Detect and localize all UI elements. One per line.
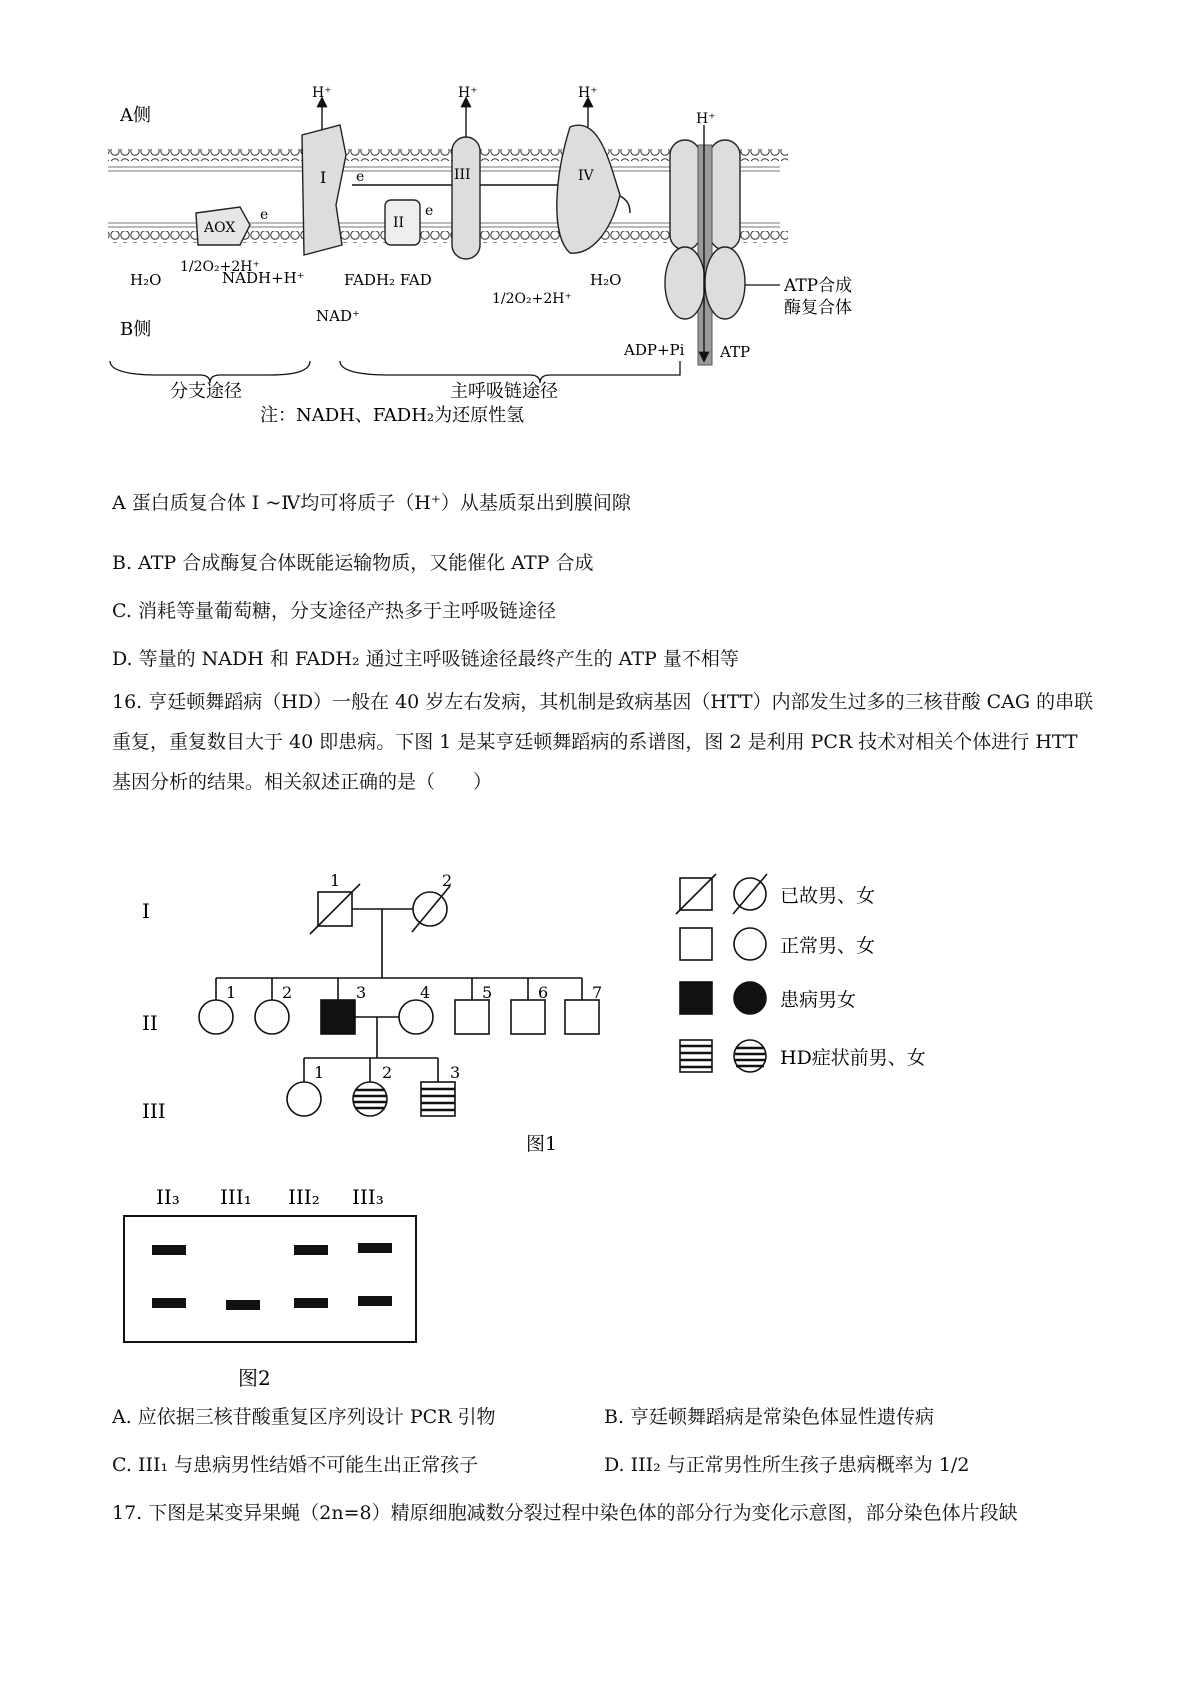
svg-text:II: II <box>142 1011 158 1035</box>
gel-band <box>358 1243 392 1253</box>
svg-text:3: 3 <box>356 983 367 1002</box>
gel-band <box>358 1296 392 1306</box>
svg-text:NAD⁺: NAD⁺ <box>316 307 360 325</box>
complex-iii <box>452 137 480 259</box>
svg-text:III₁: III₁ <box>220 1185 252 1209</box>
svg-text:1/2O₂+2H⁺: 1/2O₂+2H⁺ <box>180 259 260 275</box>
svg-text:III₂: III₂ <box>288 1185 320 1209</box>
q16-option-a: A. 应依据三核苷酸重复区序列设计 PCR 引物 <box>112 1406 496 1428</box>
svg-text:HD症状前男、女: HD症状前男、女 <box>780 1047 926 1069</box>
svg-text:4: 4 <box>420 983 431 1002</box>
pedigree-iii1 <box>287 1082 321 1116</box>
q17-stem: 17. 下图是某变异果蝇（2n=8）精原细胞减数分裂过程中染色体的部分行为变化示意图，部分染色体片段缺 <box>112 1502 1018 1524</box>
svg-text:III: III <box>454 167 471 183</box>
gel-band <box>152 1298 186 1308</box>
svg-text:ATP合成: ATP合成 <box>784 276 853 296</box>
gel-band <box>226 1300 260 1310</box>
pedigree-i1 <box>310 871 360 934</box>
svg-text:e: e <box>356 169 365 185</box>
svg-text:NADH+H⁺: NADH+H⁺ <box>222 269 305 287</box>
svg-text:e: e <box>425 203 434 219</box>
q16-option-b: B. 亨廷顿舞蹈病是常染色体显性遗传病 <box>604 1406 935 1428</box>
svg-text:1/2O₂+2H⁺: 1/2O₂+2H⁺ <box>492 291 572 307</box>
svg-text:7: 7 <box>592 983 603 1002</box>
svg-text:1: 1 <box>330 871 341 890</box>
svg-text:FADH₂ FAD: FADH₂ FAD <box>344 271 432 289</box>
pedigree-i2 <box>412 871 452 932</box>
pedigree-ii7 <box>565 1000 599 1034</box>
pedigree-figure <box>120 860 980 1160</box>
pedigree-ii1 <box>199 1000 233 1034</box>
svg-text:2: 2 <box>442 871 453 890</box>
respiratory-chain-figure <box>100 85 1000 430</box>
svg-text:6: 6 <box>538 983 549 1002</box>
svg-text:H⁺: H⁺ <box>312 85 332 101</box>
svg-text:e: e <box>260 207 269 223</box>
svg-text:H⁺: H⁺ <box>578 85 598 101</box>
gel-figure <box>110 1180 430 1390</box>
svg-text:ADP+Pi: ADP+Pi <box>624 341 685 359</box>
svg-text:I: I <box>142 899 150 923</box>
q15-option-a: A 蛋白质复合体 I ~Ⅳ均可将质子（H⁺）从基质泵出到膜间隙 <box>112 492 631 514</box>
atp-synthase-left <box>670 140 700 250</box>
svg-text:1: 1 <box>314 1063 325 1082</box>
svg-text:酶复合体: 酶复合体 <box>784 298 852 318</box>
fig2-label: 图2 <box>238 1366 271 1390</box>
side-b-label: B侧 <box>120 319 152 340</box>
figure-note: 注：NADH、FADH₂为还原性氢 <box>260 405 525 426</box>
svg-text:5: 5 <box>482 983 493 1002</box>
svg-text:2: 2 <box>282 983 293 1002</box>
atp-synthase-right <box>710 140 740 250</box>
svg-text:IV: IV <box>578 168 594 184</box>
pedigree-ii4 <box>399 1000 433 1034</box>
svg-text:已故男、女: 已故男、女 <box>780 885 876 907</box>
svg-text:主呼吸链途径: 主呼吸链途径 <box>450 381 558 402</box>
q16-option-c: C. III₁ 与患病男性结婚不可能生出正常孩子 <box>112 1454 479 1476</box>
pedigree-iii3 <box>421 1082 455 1116</box>
q15-option-d: D. 等量的 NADH 和 FADH₂ 通过主呼吸链途径最终产生的 ATP 量不相等 <box>112 648 739 670</box>
svg-text:ATP: ATP <box>720 343 751 361</box>
gel-band <box>294 1245 328 1255</box>
svg-text:H₂O: H₂O <box>590 271 622 289</box>
svg-text:III₃: III₃ <box>352 1185 384 1209</box>
svg-text:I: I <box>320 168 327 187</box>
q16-stem: 16. 亨廷顿舞蹈病（HD）一般在 40 岁左右发病，其机制是致病基因（HTT）内部发生过多的三核苷酸 CAG 的串联重复，重复数目大于 40 即患病。下图 1 是某亨廷顿舞蹈病的系谱图，图 2 是利用 PCR 技术对相关个体进行 HTT 基因分析的结果。相关叙述正确的是（ ） <box>112 691 1094 793</box>
complex-i <box>302 125 346 255</box>
side-a-label: A侧 <box>120 105 151 126</box>
pedigree-ii3 <box>321 1000 355 1034</box>
q15-option-b: B. ATP 合成酶复合体既能运输物质，又能催化 ATP 合成 <box>112 552 594 574</box>
svg-text:II: II <box>393 215 405 231</box>
pedigree-ii5 <box>455 1000 489 1034</box>
svg-text:H₂O: H₂O <box>130 271 162 289</box>
svg-text:H⁺: H⁺ <box>696 111 716 127</box>
pedigree-legend <box>676 874 926 1072</box>
svg-text:AOX: AOX <box>204 220 236 236</box>
q15-option-c: C. 消耗等量葡萄糖，分支途径产热多于主呼吸链途径 <box>112 600 556 622</box>
svg-text:III: III <box>142 1099 166 1123</box>
pedigree-ii6 <box>511 1000 545 1034</box>
fig1-label: 图1 <box>526 1133 558 1155</box>
svg-text:1: 1 <box>226 983 237 1002</box>
pedigree-iii2 <box>353 1082 387 1116</box>
svg-text:2: 2 <box>382 1063 393 1082</box>
svg-text:H⁺: H⁺ <box>458 85 478 101</box>
svg-text:分支途径: 分支途径 <box>170 381 242 402</box>
pedigree-ii2 <box>255 1000 289 1034</box>
svg-text:II₃: II₃ <box>156 1185 180 1209</box>
gel-band <box>152 1245 186 1255</box>
q16-option-d: D. III₂ 与正常男性所生孩子患病概率为 1/2 <box>604 1454 970 1476</box>
svg-text:3: 3 <box>450 1063 461 1082</box>
svg-text:患病男女: 患病男女 <box>780 989 857 1011</box>
gel-band <box>294 1298 328 1308</box>
svg-text:正常男、女: 正常男、女 <box>780 935 876 957</box>
